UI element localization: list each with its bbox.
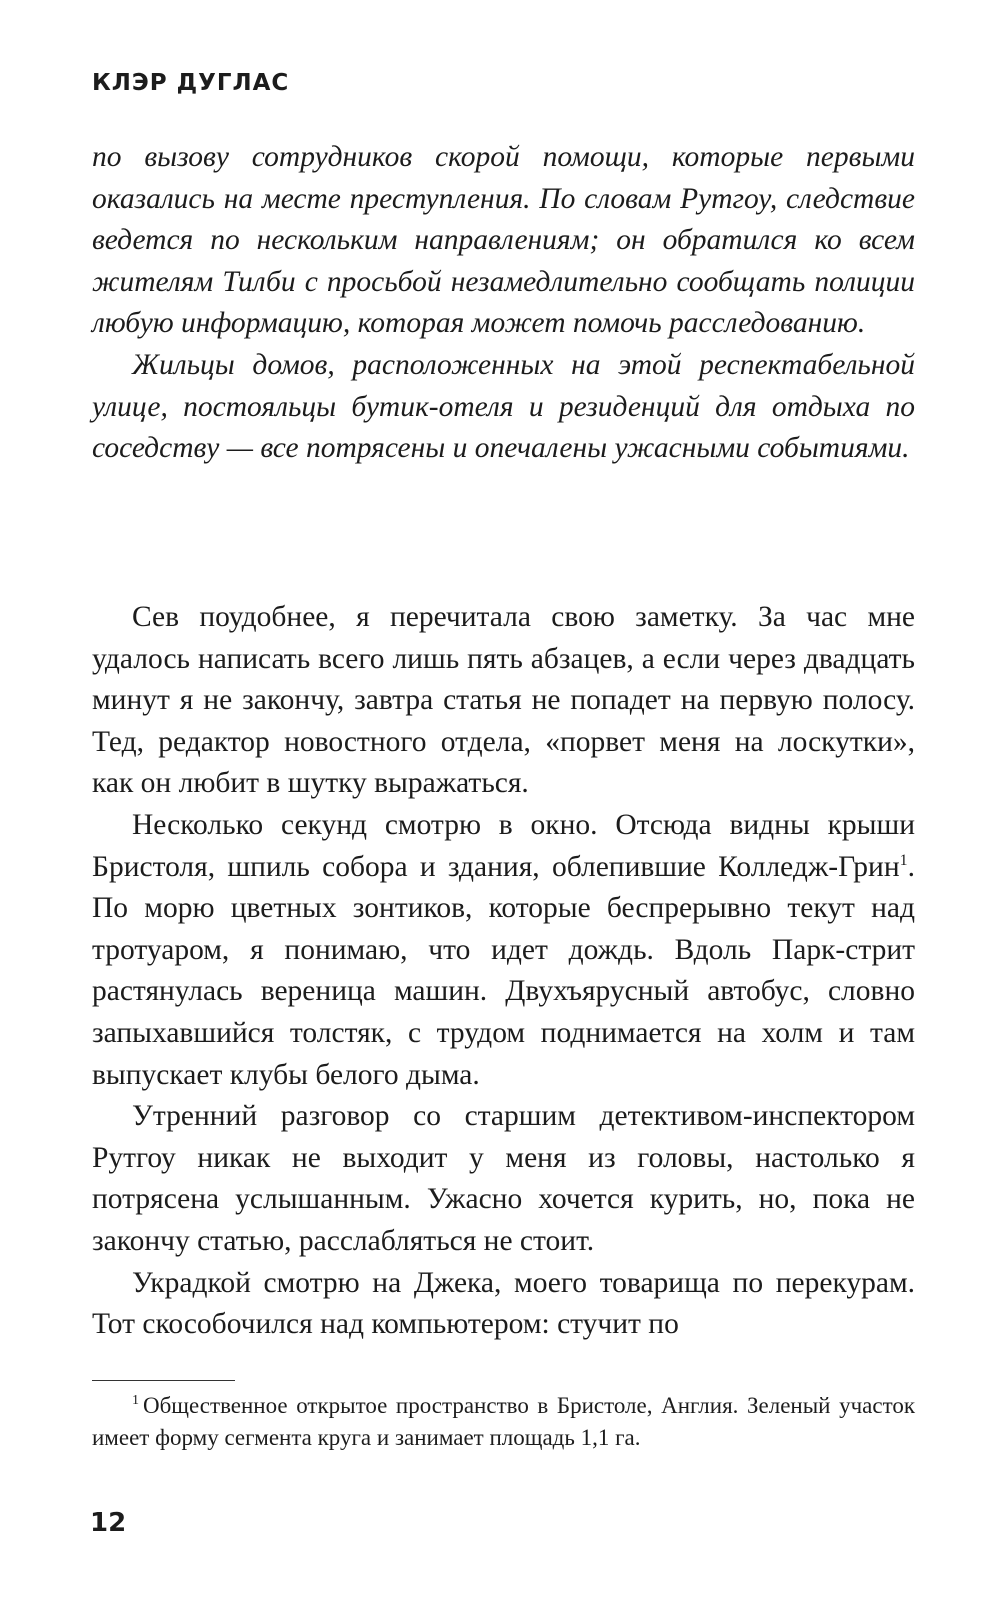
italic-quoted-article bbox=[92, 137, 915, 470]
body-paragraph: Утренний разговор со старшим детективом-инспектором Рутгоу никак не выходит у меня из головы, настолько я потрясена услышанным. Ужасно хочется курить, но, пока не закончу статью, расслабляться не стоит. bbox=[92, 1100, 915, 1257]
running-header-author: КЛЭР ДУГЛАС bbox=[92, 70, 290, 96]
body-paragraph-with-footnote bbox=[92, 805, 915, 1096]
footnote bbox=[92, 1390, 915, 1454]
page-number: 12 bbox=[90, 1508, 127, 1538]
body-paragraph: Украдкой смотрю на Джека, моего товарища по перекурам. Тот скособочился над компьютером: стучит по bbox=[92, 1266, 915, 1341]
body-paragraph: Сев поудобнее, я перечитала свою заметку. За час мне удалось написать всего лишь пять абзацев, а если через двадцать минут я не закончу, завтра статья не попадет на первую полосу. Тед, редактор новостного отдела, «порвет меня на лоскутки», как он любит в шутку выражаться. bbox=[92, 601, 915, 800]
paragraph-text: Несколько секунд смотрю в окно. Отсюда видны крыши Бристоля, шпиль собора и здания, облепившие Колледж-Грин bbox=[92, 808, 915, 883]
italic-paragraph: по вызову сотрудников скорой помощи, которые первыми оказались на месте преступления. По словам Рутгоу, следствие ведется по нескольким направлениям; он обратился ко всем жителям Тилби с просьбой незамедлительно сообщать полиции любую информацию, которая может помочь расследованию. bbox=[92, 141, 915, 340]
italic-paragraph: Жильцы домов, расположенных на этой респектабельной улице, постояльцы бутик-отеля и резиденций для отдыха по соседству — все потрясены и опечалены ужасными событиями. bbox=[92, 348, 915, 465]
body-text bbox=[92, 597, 915, 1346]
footnote-reference: 1 bbox=[899, 851, 908, 869]
footnote-marker: 1 bbox=[132, 1393, 139, 1409]
footnote-divider bbox=[92, 1380, 235, 1381]
paragraph-text: . По морю цветных зонтиков, которые беспрерывно текут над тротуаром, я понимаю, что идет дождь. Вдоль Парк-стрит растянулась вереница машин. Двухъярусный автобус, словно запыхавшийся толстяк, с трудом поднимается на холм и там выпускает клубы белого дыма. bbox=[92, 850, 915, 1091]
footnote-text: Общественное открытое пространство в Бристоле, Англия. Зеленый участок имеет форму сегмента круга и занимает площадь 1,1 га. bbox=[92, 1393, 915, 1450]
